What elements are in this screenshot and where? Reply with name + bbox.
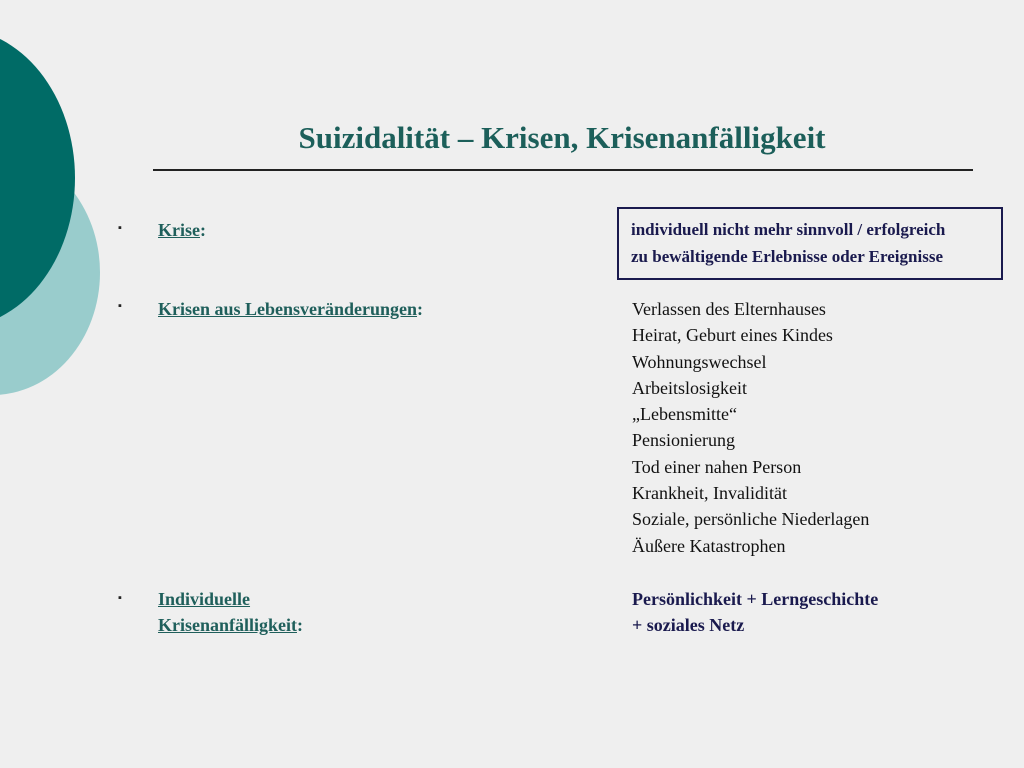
bullet-marker: ▪: [118, 300, 122, 312]
term-lebensveraenderungen: Krisen aus Lebensveränderungen:: [158, 299, 424, 319]
definition-line: zu bewältigende Erlebnisse oder Ereignisse: [631, 247, 943, 266]
life-change-list: [632, 296, 869, 559]
list-item: Krankheit, Invalidität: [632, 483, 787, 504]
list-item: Pensionierung: [632, 430, 735, 451]
list-item: Äußere Katastrophen: [632, 535, 786, 556]
factor-item: + soziales Netz: [632, 615, 745, 636]
term-link[interactable]: Krisen aus Lebensveränderungen: [158, 299, 418, 319]
list-item: Heirat, Geburt eines Kindes: [632, 325, 833, 346]
bullet-marker: ▪: [118, 222, 122, 234]
list-item: Wohnungswechsel: [632, 351, 767, 372]
term-link[interactable]: Krise: [158, 220, 200, 240]
list-item: „Lebensmitte“: [632, 404, 737, 425]
definition-line: individuell nicht mehr sinnvoll / erfolgreich: [631, 220, 946, 239]
list-item: Tod einer nahen Person: [632, 456, 802, 477]
title-underline: [153, 169, 973, 171]
definition-box: [617, 207, 1003, 280]
list-item: Arbeitslosigkeit: [632, 377, 747, 398]
term-link[interactable]: Individuelle: [158, 589, 251, 609]
list-item: Verlassen des Elternhauses: [632, 299, 826, 319]
list-item: Soziale, persönliche Niederlagen: [632, 509, 870, 530]
term-krise: Krise:: [158, 220, 206, 240]
factor-item: Persönlichkeit + Lerngeschichte: [632, 589, 879, 609]
vulnerability-factors: [632, 586, 878, 639]
term-link[interactable]: Krisenanfälligkeit: [158, 615, 297, 635]
bullet-marker: ▪: [118, 592, 122, 604]
slide-title: Suizidalität – Krisen, Krisenanfälligkeit: [298, 120, 826, 155]
term-krisenanfaelligkeit: Individuelle Krisenanfälligkeit:: [158, 589, 303, 635]
